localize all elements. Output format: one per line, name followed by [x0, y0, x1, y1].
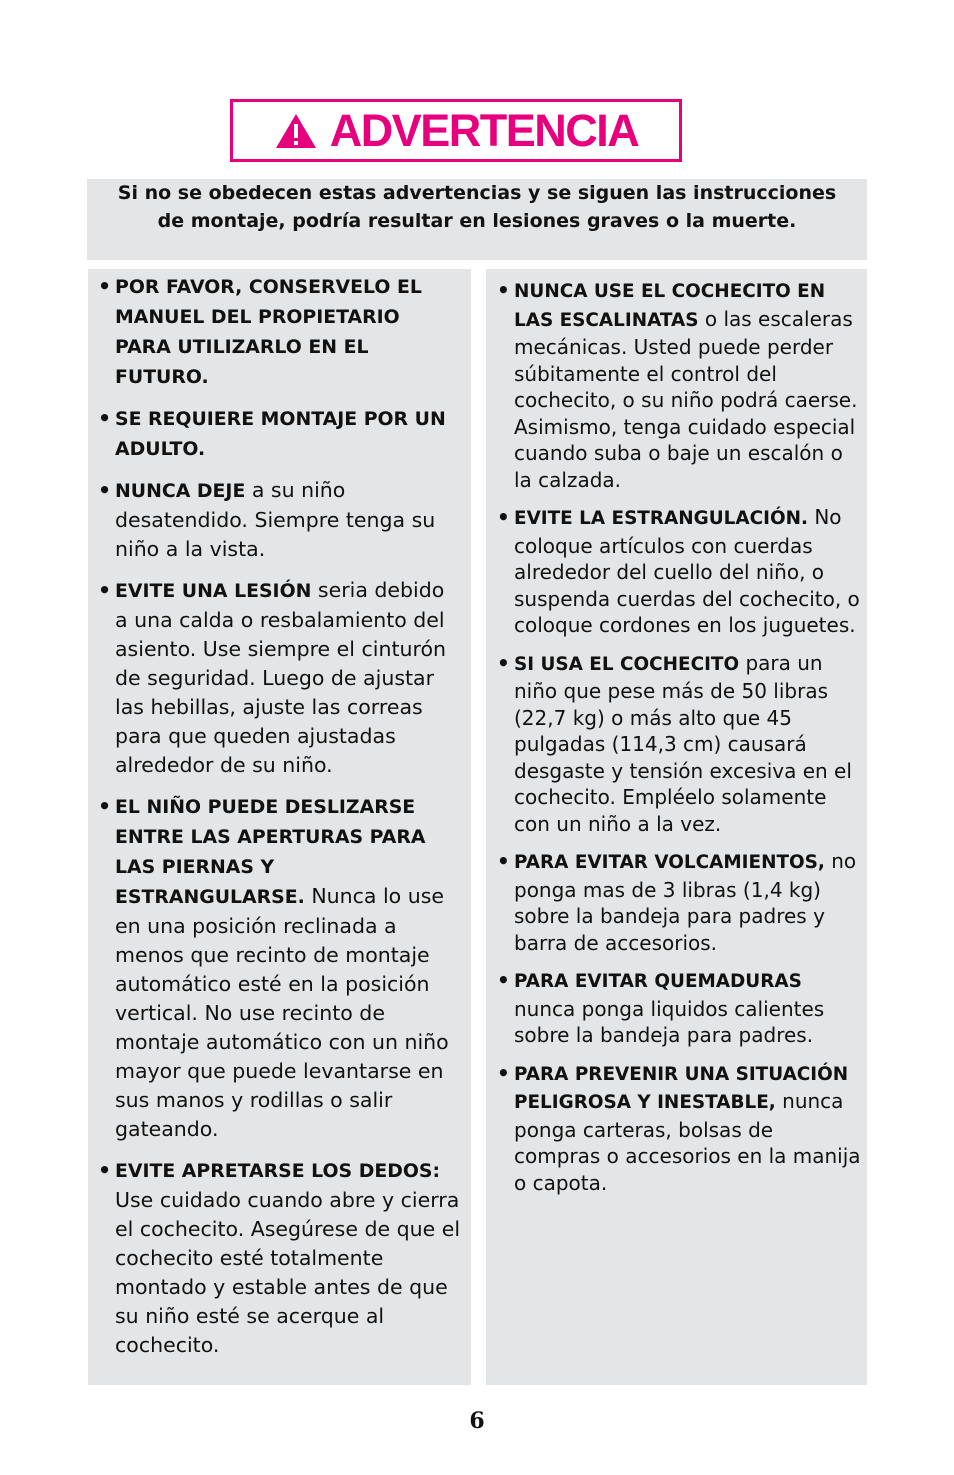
warning-item-bold: PARA EVITAR QUEMADURAS	[514, 971, 802, 992]
warning-title-box	[230, 99, 682, 162]
bullet: •	[98, 578, 112, 602]
warning-item	[497, 967, 861, 1049]
warning-item-text: para un niño que pese más de 50 libras (22,7 kg) o más alto que 45 pulgadas (114,3 cm) causará desgaste y tensión excesiva en el cochecito. Empléelo solamente con un niño a la vez.	[514, 650, 852, 836]
bullet: •	[497, 505, 510, 529]
warning-item-bold: SE REQUIERE MONTAJE POR UN ADULTO.	[115, 408, 446, 460]
bullet: •	[98, 274, 112, 298]
warning-item-bold: NUNCA DEJE	[115, 480, 246, 502]
warning-item	[98, 792, 461, 1144]
left-warning-column	[88, 269, 471, 1385]
warning-item-text: no ponga mas de 3 libras (1,4 kg) sobre la bandeja para padres y barra de accesorios.	[514, 849, 857, 955]
warning-item-text: o las escaleras mecánicas. Usted puede perder súbitamente el control del cochecito, o su niño podrá caerse. Asimismo, tenga cuidado especial cuando suba o baje un escalón o la calzada.	[514, 306, 858, 492]
warning-item	[497, 504, 861, 639]
bullet: •	[497, 650, 510, 675]
bullet: •	[497, 1060, 510, 1085]
warning-item-bold: SI USA EL COCHECITO	[514, 653, 740, 675]
warning-item-text: Use cuidado cuando abre y cierra el cochecito. Asegúrese de que el cochecito esté totalmente montado y estable antes de que su niño esté se acerque al cochecito.	[115, 1188, 461, 1357]
warning-item-text: No coloque artículos con cuerdas alrededor del cuello del niño, o suspenda cuerdas del cochecito, o coloque cordones en los juguetes.	[514, 505, 860, 637]
warning-item-text: seria debido a una calda o resbalamiento del asiento. Use siempre el cinturón de seguridad. Luego de ajustar las hebillas, ajuste las correas para que queden ajustadas alrededor de su niño.	[115, 578, 447, 777]
warning-item-bold: EVITE APRETARSE LOS DEDOS:	[115, 1160, 441, 1182]
warning-item-bold: EL NIÑO PUEDE DESLIZARSE ENTRE LAS APERTURAS PARA LAS PIERNAS Y ESTRANGULARSE.	[115, 796, 426, 908]
bullet: •	[497, 968, 510, 992]
warning-triangle-icon	[274, 111, 318, 151]
warning-item	[98, 272, 461, 392]
warning-item-bold: EVITE LA ESTRANGULACIÓN.	[514, 508, 808, 529]
warning-title: ADVERTENCIA	[329, 105, 639, 156]
warning-item	[497, 1060, 861, 1197]
warning-item-bold: POR FAVOR, CONSERVELO EL MANUEL DEL PROPIETARIO PARA UTILIZARLO EN EL FUTURO.	[115, 276, 422, 388]
warning-item-bold: NUNCA USE EL COCHECITO EN LAS ESCALINATAS	[514, 281, 826, 331]
bullet: •	[497, 849, 510, 873]
warning-item	[98, 1156, 461, 1360]
warning-item	[98, 404, 461, 464]
warning-item	[497, 277, 861, 493]
bullet: •	[98, 406, 112, 430]
bullet: •	[497, 278, 510, 302]
right-warning-column	[486, 269, 867, 1385]
intro-warning-text: Si no se obedecen estas advertencias y se siguen las instrucciones de montaje, podría resultar en lesiones graves o la muerte.	[87, 179, 867, 260]
warning-item	[98, 476, 461, 564]
bullet: •	[98, 478, 112, 502]
warning-item-bold: PARA EVITAR VOLCAMIENTOS,	[514, 852, 825, 873]
warning-item-bold: PARA PREVENIR UNA SITUACIÓN PELIGROSA Y INESTABLE,	[514, 1063, 849, 1113]
page-number: 6	[469, 1408, 485, 1434]
warning-item-bold: EVITE UNA LESIÓN	[115, 580, 312, 602]
warning-item	[497, 848, 861, 956]
warning-item-text: nunca ponga carteras, bolsas de compras o accesorios en la manija o capota.	[514, 1089, 861, 1195]
warning-item	[497, 650, 861, 838]
warning-item-text: a su niño desatendido. Siempre tenga su niño a la vista.	[115, 478, 436, 561]
warning-item	[98, 576, 461, 780]
bullet: •	[98, 794, 112, 818]
bullet: •	[98, 1158, 112, 1182]
warning-item-text: Nunca lo use en una posición reclinada a menos que recinto de montaje automático esté en la posición vertical. No use recinto de montaje automático con un niño mayor que puede levantarse en sus manos y rodillas o salir gateando.	[115, 884, 449, 1141]
warning-item-text: nunca ponga liquidos calientes sobre la bandeja para padres.	[514, 996, 825, 1047]
